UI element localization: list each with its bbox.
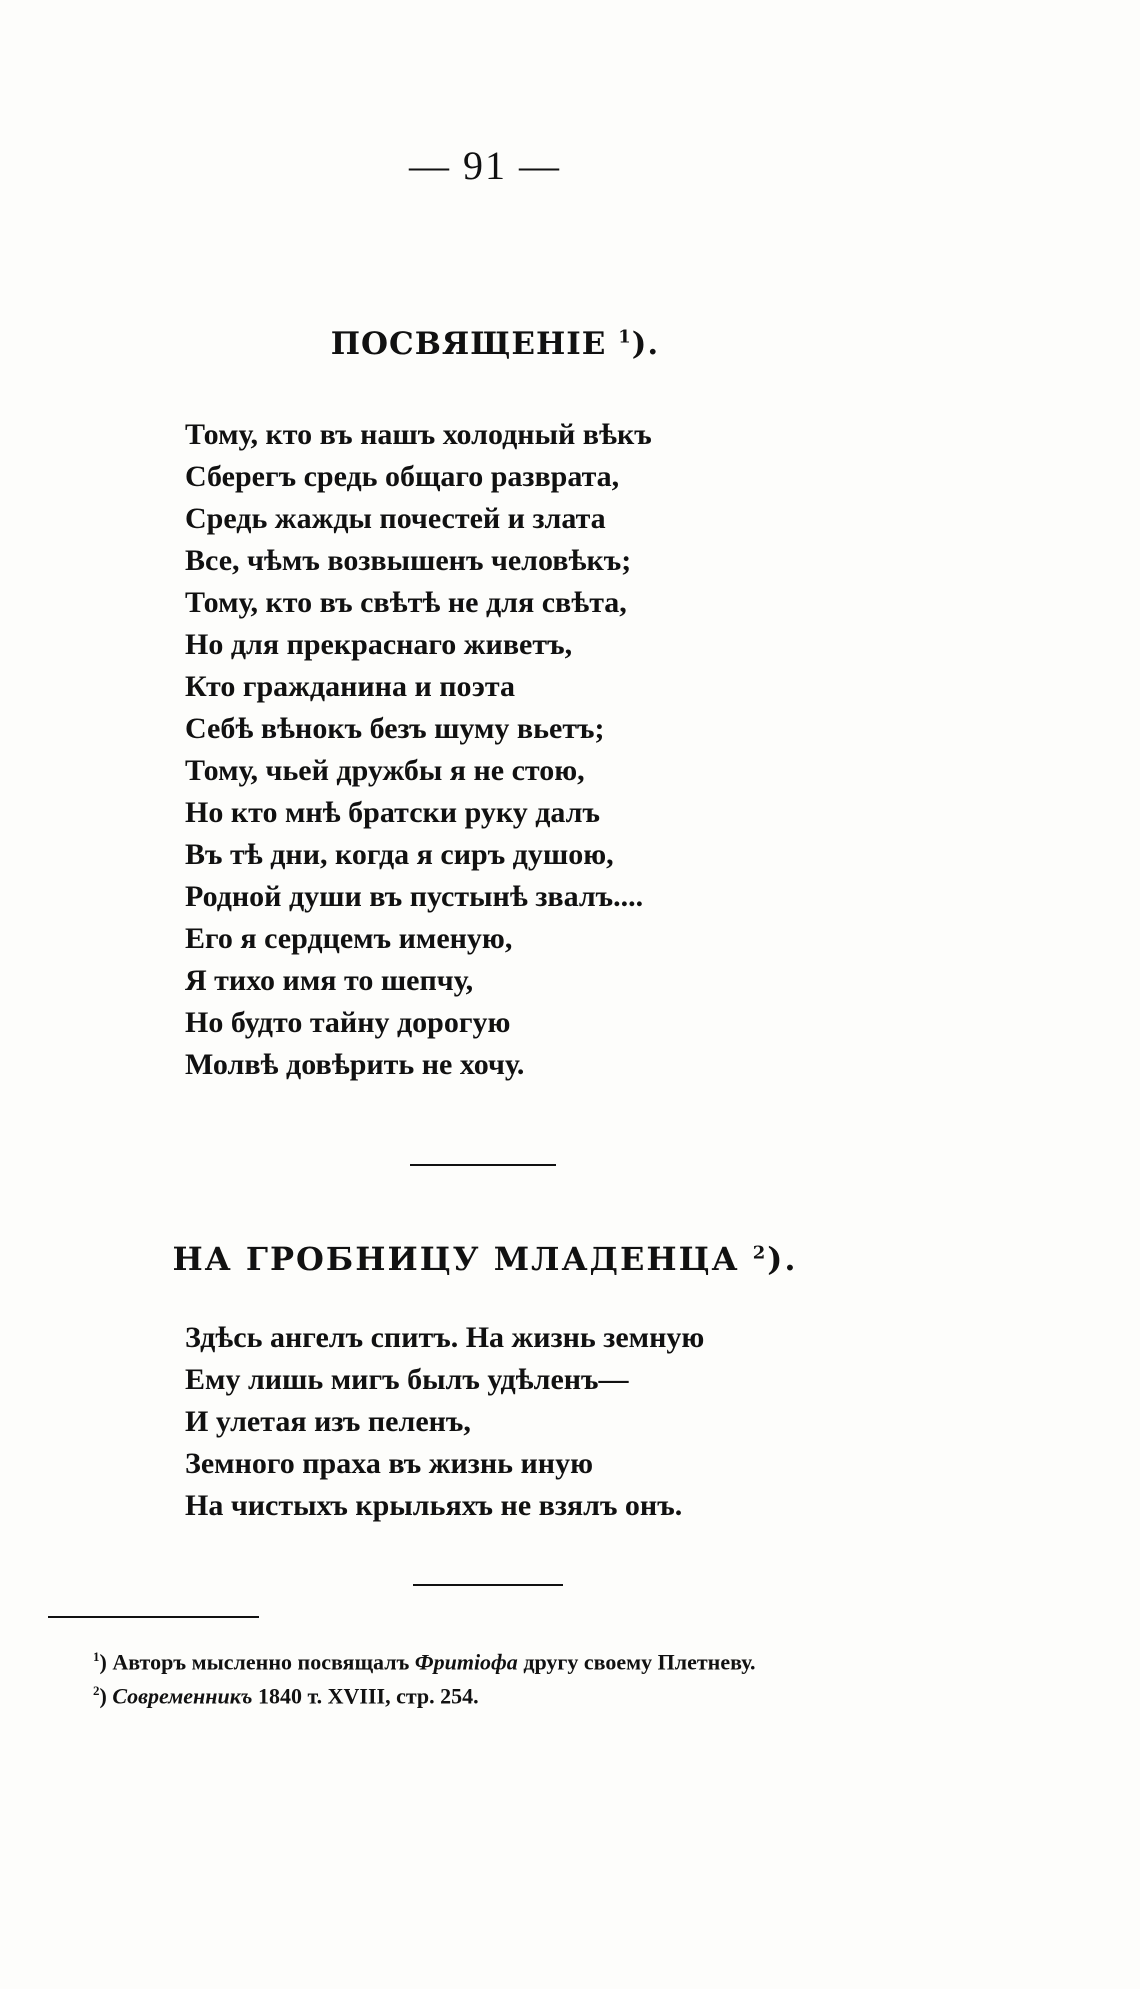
section-divider xyxy=(410,1164,556,1166)
footnote-paren: ) xyxy=(99,1683,107,1709)
poem-line: Молвѣ довѣрить не хочу. xyxy=(185,1048,525,1081)
poem-line: Но для прекраснаго живетъ, xyxy=(185,628,573,661)
poem-line: Родной души въ пустынѣ звалъ.... xyxy=(185,880,644,913)
poem-line: Тому, кто въ нашъ холодный вѣкъ xyxy=(185,418,652,451)
poem-title-text: НА ГРОБНИЦУ МЛАДЕНЦА xyxy=(172,1240,740,1278)
poem-line: Тому, чьей дружбы я не стою, xyxy=(185,754,585,787)
poem-line: Здѣсь ангелъ спитъ. На жизнь земную xyxy=(185,1321,705,1354)
footnote-ref-2[interactable]: 2 xyxy=(752,1242,768,1264)
title-suffix: ). xyxy=(767,1240,798,1278)
poem-line: Сберегъ средь общаго разврата, xyxy=(185,460,620,493)
poem-line: На чистыхъ крыльяхъ не взялъ онъ. xyxy=(185,1489,683,1522)
poem-line: И улетая изъ пеленъ, xyxy=(185,1405,471,1438)
poem-line: Земного праха въ жизнь иную xyxy=(185,1447,594,1480)
poem-line: Все, чѣмъ возвышенъ человѣкъ; xyxy=(185,544,632,577)
poem-line: Ему лишь мигъ былъ удѣленъ— xyxy=(185,1363,629,1396)
footnote-text: Авторъ мысленно посвящалъ xyxy=(106,1649,415,1675)
footnote-mark: 2 xyxy=(93,1683,100,1698)
poem-line: Но кто мнѣ братски руку далъ xyxy=(185,796,600,829)
footnote-text: другу своему Плетневу. xyxy=(517,1649,756,1675)
footnote-italic: Фритіофа xyxy=(414,1649,518,1675)
poem-line: Себѣ вѣнокъ безъ шуму вьетъ; xyxy=(185,712,605,745)
poem-title-infant-tomb xyxy=(0,1240,970,1278)
poem-line: Средь жажды почестей и злата xyxy=(185,502,606,535)
footnotes xyxy=(93,1640,756,1708)
page-number: — 91 — xyxy=(409,143,561,188)
poem-line: Кто гражданина и поэта xyxy=(185,670,515,703)
footnote-italic: Современникъ xyxy=(112,1683,253,1709)
poem-line: Я тихо имя то шепчу, xyxy=(185,964,474,997)
poem-title-dedication xyxy=(10,326,980,362)
poem-line: Въ тѣ дни, когда я сиръ душою, xyxy=(185,838,614,871)
title-suffix: ). xyxy=(631,326,660,362)
poem-line: Его я сердцемъ именую, xyxy=(185,922,513,955)
poem-line: Но будто тайну дорогую xyxy=(185,1006,511,1039)
poem-line: Тому, кто въ свѣтѣ не для свѣта, xyxy=(185,586,627,619)
footnote-mark: 1 xyxy=(93,1649,100,1664)
footnote-ref-1[interactable]: 1 xyxy=(618,326,632,348)
poem-dedication xyxy=(185,414,652,1086)
footnote-1 xyxy=(93,1640,756,1674)
poem-infant-tomb xyxy=(185,1317,704,1527)
footnote-2 xyxy=(93,1674,756,1708)
section-divider xyxy=(413,1584,563,1586)
footnote-text: 1840 т. XVIII, стр. 254. xyxy=(252,1683,479,1709)
footnote-paren: ) xyxy=(99,1649,107,1675)
footnote-separator xyxy=(48,1616,259,1618)
poem-title-text: ПОСВЯЩЕНІЕ xyxy=(330,326,607,362)
